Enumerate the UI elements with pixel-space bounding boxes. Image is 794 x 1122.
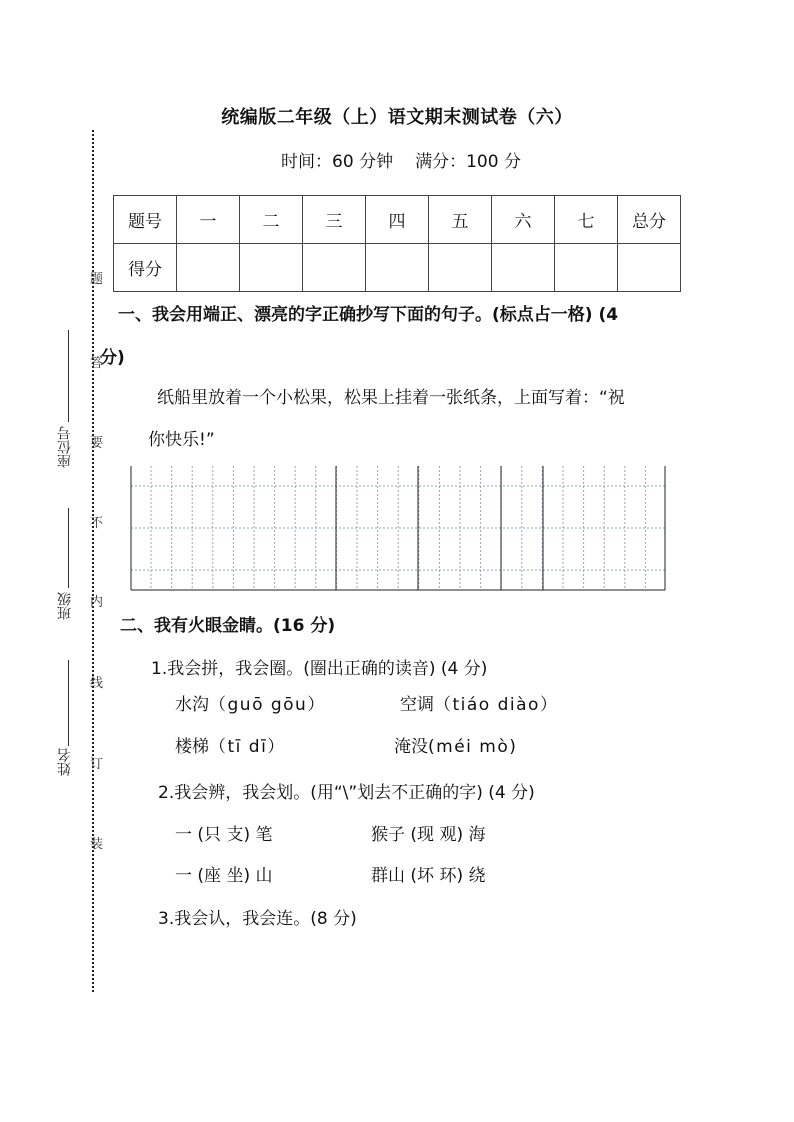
pinyin-options[interactable]: （tiáo diào） (434, 695, 559, 715)
margin-char: 答 (90, 356, 104, 371)
score-table-header-row (114, 196, 681, 244)
q2-title: 2.我会辨，我会划。(用“\”划去不正确的字) (4 分) (158, 783, 535, 803)
margin-char: 要 (90, 436, 104, 451)
score-input-cell[interactable] (618, 244, 681, 292)
page-title: 统编版二年级（上）语文期末测试卷（六） (221, 107, 573, 128)
pinyin-item (400, 690, 558, 715)
pinyin-word: 水沟 (175, 695, 209, 715)
section1-heading-cont: 分) (100, 348, 125, 368)
table-cell: 题号 (114, 196, 177, 244)
pinyin-word: 楼梯 (175, 737, 209, 757)
seat-number-blank[interactable] (68, 330, 69, 422)
seat-number-label: 座位号 (57, 426, 73, 468)
time-limit: 时间：60 分钟 (281, 152, 394, 172)
name-label: 姓名 (57, 748, 73, 776)
score-input-cell[interactable] (555, 244, 618, 292)
class-label: 班级 (57, 592, 73, 620)
table-cell: 一 (177, 196, 240, 244)
char-choice-item[interactable]: 一 (只 支) 笔 (175, 825, 273, 845)
margin-char: 不 (90, 516, 104, 531)
table-cell: 总分 (618, 196, 681, 244)
writing-grid[interactable] (130, 465, 666, 591)
table-cell: 二 (240, 196, 303, 244)
char-choice-item[interactable]: 猴子 (现 观) 海 (371, 825, 486, 845)
table-cell: 七 (555, 196, 618, 244)
pinyin-item (175, 690, 326, 715)
copy-sentence-line2: 你快乐!” (148, 430, 215, 450)
full-score: 满分：100 分 (415, 152, 521, 172)
pinyin-options[interactable]: (méi mò) (428, 737, 518, 757)
margin-char: 内 (90, 595, 104, 610)
section1-heading: 一、我会用端正、漂亮的字正确抄写下面的句子。(标点占一格) (4 (118, 305, 619, 325)
margin-char: 装 (90, 837, 104, 852)
pinyin-word: 淹没 (394, 737, 428, 757)
score-input-cell[interactable] (366, 244, 429, 292)
table-cell: 六 (492, 196, 555, 244)
table-cell: 三 (303, 196, 366, 244)
table-cell: 得分 (114, 244, 177, 292)
table-cell: 五 (429, 196, 492, 244)
score-input-cell[interactable] (177, 244, 240, 292)
section2-heading: 二、我有火眼金睛。(16 分) (120, 616, 336, 636)
score-input-cell[interactable] (240, 244, 303, 292)
score-table (113, 195, 681, 292)
pinyin-options[interactable]: （guō gōu） (209, 695, 326, 715)
char-choice-item[interactable]: 群山 (坏 环) 绕 (371, 866, 486, 886)
pinyin-options[interactable]: （tī dī） (209, 737, 286, 757)
table-cell: 四 (366, 196, 429, 244)
q1-title: 1.我会拼，我会圈。(圈出正确的读音) (4 分) (151, 659, 488, 679)
score-table-score-row (114, 244, 681, 292)
char-choice-item[interactable]: 一 (座 坐) 山 (175, 866, 273, 886)
margin-char: 题 (90, 272, 104, 287)
pinyin-item (175, 732, 286, 757)
margin-char: 线 (90, 676, 104, 691)
name-blank[interactable] (68, 660, 69, 746)
class-blank[interactable] (68, 508, 69, 588)
pinyin-word: 空调 (400, 695, 434, 715)
margin-char: 订 (90, 757, 104, 772)
exam-info (0, 147, 794, 172)
binding-dotted-line (92, 130, 94, 992)
copy-sentence-line1: 纸船里放着一个小松果，松果上挂着一张纸条，上面写着：“祝 (157, 388, 625, 408)
score-input-cell[interactable] (303, 244, 366, 292)
score-input-cell[interactable] (429, 244, 492, 292)
pinyin-item (394, 732, 517, 757)
q3-title: 3.我会认，我会连。(8 分) (158, 909, 357, 929)
score-input-cell[interactable] (492, 244, 555, 292)
